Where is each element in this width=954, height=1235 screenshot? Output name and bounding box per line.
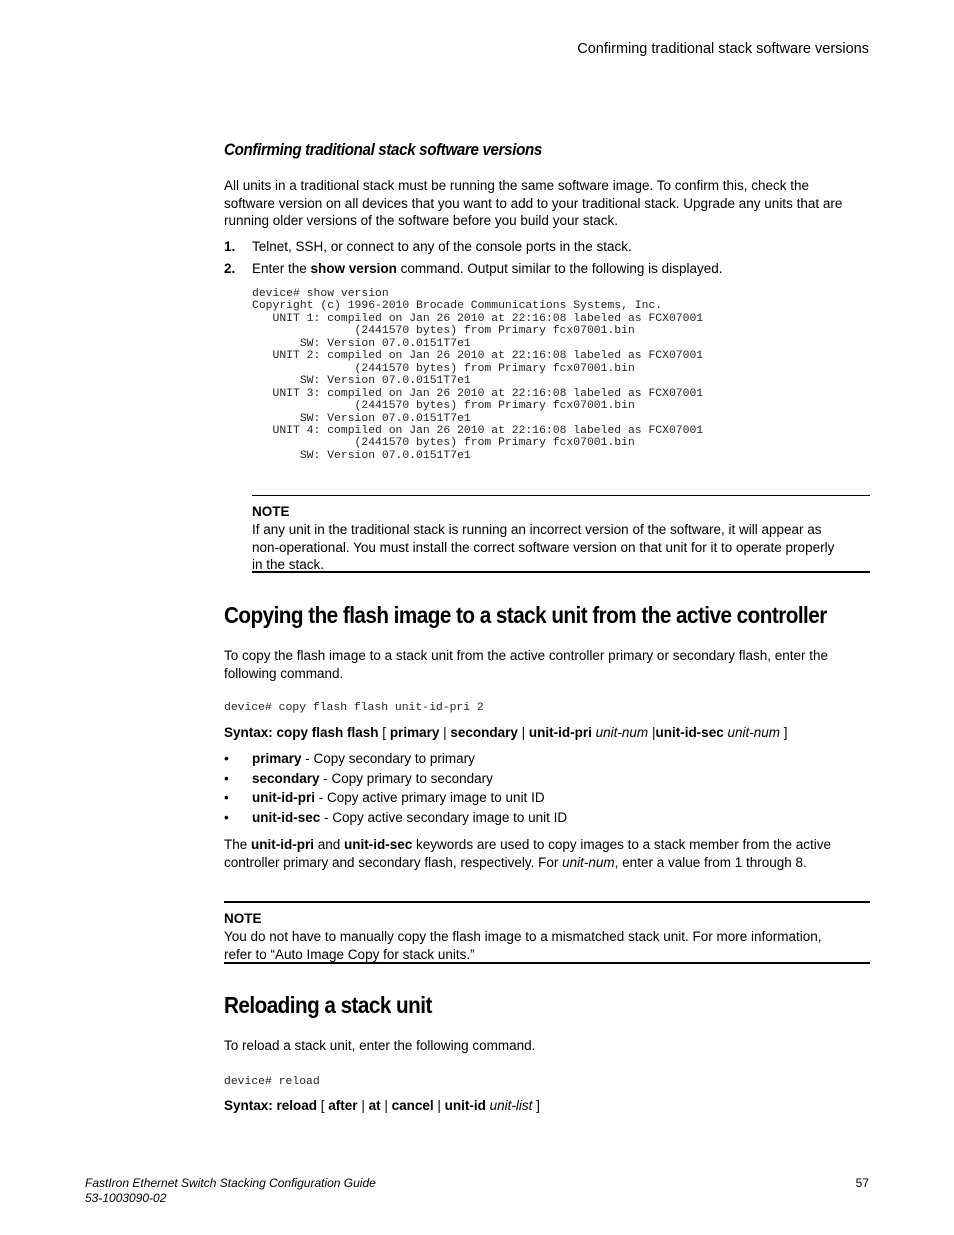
- text-line: [224, 854, 884, 872]
- text-run: , enter a value from 1 through 8.: [614, 854, 807, 870]
- note-text: [224, 928, 870, 963]
- syntax-bracket: [: [378, 725, 390, 740]
- keyword: unit-id-sec: [344, 837, 413, 852]
- text-run: controller primary and secondary flash, respectively. For: [224, 854, 563, 870]
- syntax-keyword: secondary: [450, 725, 518, 740]
- command-name: show version: [310, 261, 397, 276]
- bullet: •: [224, 751, 229, 766]
- bullet-text: [252, 771, 493, 786]
- bullet-term: unit-id-pri: [252, 790, 315, 805]
- text-line: software version on all devices that you want to add to your traditional stack. Upgrade any units that are: [224, 195, 843, 211]
- step-text: [252, 260, 722, 278]
- text-line: To copy the flash image to a stack unit from the active controller primary or secondary flash, enter the: [224, 648, 829, 663]
- bullet-desc: - Copy secondary to primary: [301, 751, 475, 766]
- bullet-desc: - Copy primary to secondary: [319, 771, 493, 786]
- bullet: •: [224, 790, 229, 805]
- bullet-term: secondary: [252, 771, 320, 786]
- section2-explanation: [224, 836, 884, 871]
- bullet-list: [224, 751, 884, 831]
- syntax-copy-flash: [224, 725, 788, 740]
- bullet-desc: - Copy active secondary image to unit ID: [320, 810, 568, 825]
- syntax-keyword: primary: [389, 725, 440, 740]
- bullet: •: [224, 810, 229, 825]
- section-heading-reloading: Reloading a stack unit: [224, 992, 432, 1018]
- syntax-separator: |: [517, 725, 529, 740]
- bullet: •: [224, 771, 229, 786]
- syntax-separator: |: [433, 1098, 445, 1113]
- note-text: [252, 521, 872, 574]
- syntax-variable: unit-num: [591, 725, 649, 740]
- bullet-term: unit-id-sec: [252, 810, 321, 825]
- step-text: Telnet, SSH, or connect to any of the console ports in the stack.: [252, 239, 632, 254]
- syntax-bracket: ]: [780, 725, 788, 740]
- syntax-separator: |: [648, 725, 656, 740]
- text-line: in the stack.: [252, 557, 325, 572]
- bullet-term: primary: [252, 751, 302, 766]
- step-text-post: command. Output similar to the following is displayed.: [396, 261, 723, 276]
- syntax-keyword: at: [368, 1098, 381, 1113]
- footer-doc-info: [85, 1176, 376, 1206]
- section-heading-copying-flash: Copying the flash image to a stack unit from the active controller: [224, 602, 827, 628]
- text-line: non-operational. You must install the correct software version on that unit for it to operate properly: [252, 539, 835, 555]
- syntax-keyword: after: [328, 1098, 358, 1113]
- note-bottom-rule: [252, 571, 870, 573]
- text-line: You do not have to manually copy the flash image to a mismatched stack unit. For more information,: [224, 929, 822, 944]
- syntax-reload: [224, 1098, 540, 1113]
- note-label: NOTE: [252, 504, 290, 519]
- bullet-desc: - Copy active primary image to unit ID: [314, 790, 545, 805]
- keyword: unit-id-pri: [251, 837, 314, 852]
- numbered-steps: [224, 238, 884, 278]
- syntax-keyword: unit-id-sec: [655, 725, 724, 740]
- syntax-prefix: Syntax: reload: [224, 1098, 318, 1113]
- text-run: and: [314, 837, 345, 852]
- text-line: If any unit in the traditional stack is running an incorrect version of the software, it will appear as: [252, 522, 822, 537]
- note-top-rule: [224, 901, 870, 903]
- text-line: refer to “Auto Image Copy for stack units.”: [224, 946, 475, 962]
- section3-intro: To reload a stack unit, enter the following command.: [224, 1038, 536, 1053]
- running-header: Confirming traditional stack software versions: [577, 41, 869, 57]
- syntax-separator: |: [439, 725, 451, 740]
- text-line: following command.: [224, 665, 344, 681]
- note-top-rule: [252, 495, 870, 496]
- text-line: [224, 836, 884, 854]
- text-line: All units in a traditional stack must be running the same software image. To confirm this, check the: [224, 178, 810, 193]
- code-copy-flash: device# copy flash flash unit-id-pri 2: [224, 702, 484, 714]
- syntax-keyword: unit-id-pri: [528, 725, 592, 740]
- code-reload: device# reload: [224, 1076, 320, 1088]
- footer-title: FastIron Ethernet Switch Stacking Configuration Guide: [85, 1176, 376, 1190]
- syntax-separator: |: [357, 1098, 369, 1113]
- section-heading-confirming-versions: Confirming traditional stack software versions: [224, 141, 542, 159]
- bullet-text: [252, 810, 567, 825]
- section1-intro: [224, 177, 884, 230]
- section2-intro: [224, 647, 884, 682]
- syntax-variable: unit-list: [485, 1098, 533, 1113]
- bullet-text: [252, 790, 545, 805]
- text-run: keywords are used to copy images to a stack member from the active: [412, 837, 831, 852]
- step-text-pre: Enter the: [252, 261, 311, 276]
- syntax-bracket: [: [317, 1098, 329, 1113]
- step-number: 2.: [224, 261, 236, 276]
- note-label: NOTE: [224, 911, 262, 926]
- text-run: The: [224, 837, 252, 852]
- footer-doc-number: 53-1003090-02: [85, 1191, 167, 1205]
- syntax-separator: |: [380, 1098, 392, 1113]
- code-block-show-version: device# show version Copyright (c) 1996-2010 Brocade Communications Systems, Inc. UNIT 1: compiled on Jan 26 2010 at 22:16:08 labeled as FCX07001 (2441570 bytes) from Primary fcx07001.bin SW: Version 07.0.0151T7e1 UNIT 2: compiled on Jan 26 2010 at 22:16:08 labeled as FCX07001 (2441570 bytes) from Primary fcx07001.bin SW: Version 07.0.0151T7e1 UNIT 3: compiled on Jan 26 2010 at 22:16:08 labeled as FCX07001 (2441570 bytes) from Primary fcx07001.bin SW: Version 07.0.0151T7e1 UNIT 4: compiled on Jan 26 2010 at 22:16:08 labeled as FCX07001 (2441570 bytes) from Primary fcx07001.bin SW: Version 07.0.0151T7e1: [252, 288, 704, 462]
- syntax-keyword: unit-id: [444, 1098, 486, 1113]
- bullet-text: [252, 751, 475, 766]
- text-line: running older versions of the software before you build your stack.: [224, 213, 618, 228]
- syntax-prefix: Syntax: copy flash flash: [224, 725, 379, 740]
- note-bottom-rule: [224, 962, 870, 964]
- syntax-keyword: cancel: [391, 1098, 434, 1113]
- syntax-bracket: ]: [532, 1098, 540, 1113]
- syntax-variable: unit-num: [723, 725, 780, 740]
- page-number: 57: [855, 1176, 869, 1190]
- step-number: 1.: [224, 239, 236, 254]
- variable: unit-num: [562, 854, 615, 870]
